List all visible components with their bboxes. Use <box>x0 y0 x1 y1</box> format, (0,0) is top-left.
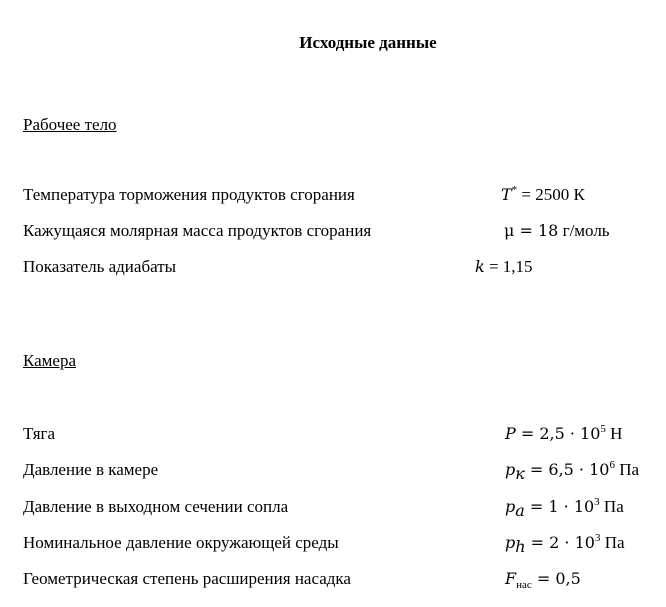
param-label-molar-mass: Кажущаяся молярная масса продуктов сгорания <box>23 221 372 240</box>
param-value-adiabatic-index: k = 1,15 <box>475 257 533 276</box>
page-title: Исходные данные <box>299 33 437 52</box>
section-heading-chamber: Камера <box>23 351 77 370</box>
param-value-thrust: $P = 2,5 \cdot 10^5$ Н <box>505 423 623 443</box>
param-value-ambient-pressure: $p_h = 2 \cdot 10^3$ Па <box>505 532 625 556</box>
param-label-thrust: Тяга <box>23 424 56 443</box>
param-value-molar-mass: μ = 18 г/моль <box>504 221 610 240</box>
param-value-nozzle-expansion-ratio: $F_{нас} = 0,5$ <box>505 569 581 591</box>
param-label-ambient-pressure: Номинальное давление окружающей среды <box>23 533 339 552</box>
param-value-stagnation-temperature: T* = 2500 К <box>501 184 585 204</box>
param-label-exit-pressure: Давление в выходном сечении сопла <box>23 497 289 516</box>
param-label-chamber-pressure: Давление в камере <box>23 460 159 479</box>
param-label-stagnation-temperature: Температура торможения продуктов сгорания <box>23 185 355 204</box>
param-value-chamber-pressure: $p_к = 6,5 \cdot 10^6$ Па <box>505 459 640 483</box>
section-heading-working-body: Рабочее тело <box>23 115 117 134</box>
param-label-adiabatic-index: Показатель адиабаты <box>23 257 177 276</box>
param-value-exit-pressure: $p_a = 1 \cdot 10^3$ Па <box>505 496 624 520</box>
param-label-nozzle-expansion-ratio: Геометрическая степень расширения насадка <box>23 569 351 588</box>
